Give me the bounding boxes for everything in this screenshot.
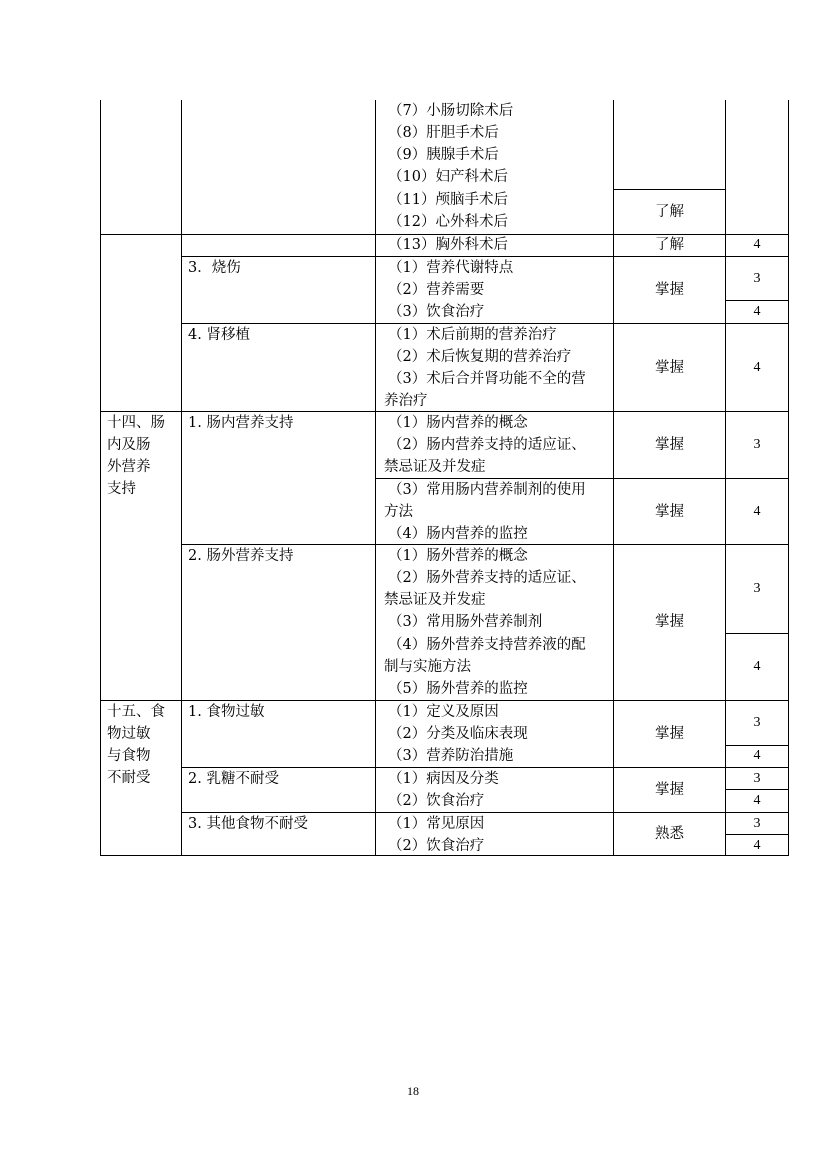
section-title-line: 不耐受 xyxy=(107,770,151,786)
content-line: （1）病因及分类 xyxy=(388,771,499,787)
content-line: 方法 xyxy=(384,504,413,520)
content-line: （7）小肠切除术后 xyxy=(388,103,514,119)
content-line: （4）肠内营养的监控 xyxy=(388,526,528,542)
content-line: （8）肝胆手术后 xyxy=(388,125,499,141)
section-title-line: 支持 xyxy=(107,481,136,497)
page-number: 18 xyxy=(407,1084,419,1098)
count-cell: 4 xyxy=(753,659,761,674)
content-line: （2）饮食治疗 xyxy=(388,838,485,854)
content-line: （5）肠外营养的监控 xyxy=(388,681,528,697)
count-cell: 4 xyxy=(753,237,761,252)
content-line: （2）饮食治疗 xyxy=(388,793,485,809)
content-line: （2）分类及临床表现 xyxy=(388,726,528,742)
level-cell: 掌握 xyxy=(655,782,684,798)
count-cell: 3 xyxy=(753,581,761,596)
level-cell: 掌握 xyxy=(655,504,684,520)
level-cell: 熟悉 xyxy=(655,826,684,842)
content-line: 养治疗 xyxy=(384,393,428,409)
topic-cell: 4. 肾移植 xyxy=(188,327,250,343)
content-line: 禁忌证及并发症 xyxy=(384,592,486,608)
content-line: （1）定义及原因 xyxy=(388,704,499,720)
section-title-line: 物过敏 xyxy=(107,726,151,742)
topic-cell: 1. 肠内营养支持 xyxy=(188,415,294,431)
topic-cell: 1. 食物过敏 xyxy=(188,704,265,720)
content-line: （10）妇产科术后 xyxy=(388,169,508,185)
content-line: （9）胰腺手术后 xyxy=(388,147,499,163)
content-line: （4）肠外营养支持营养液的配 xyxy=(388,637,586,653)
content-line: （3）术后合并肾功能不全的营 xyxy=(388,371,586,387)
level-cell: 掌握 xyxy=(655,437,684,453)
section-title-line: 外营养 xyxy=(107,459,151,475)
count-cell: 4 xyxy=(753,304,761,319)
content-line: （1）肠外营养的概念 xyxy=(388,548,528,564)
count-cell: 3 xyxy=(753,271,761,286)
content-line: （13）胸外科术后 xyxy=(388,237,508,253)
count-cell: 4 xyxy=(753,793,761,808)
content-line: （2）肠内营养支持的适应证、 xyxy=(388,437,586,453)
level-cell: 掌握 xyxy=(655,726,684,742)
count-cell: 3 xyxy=(753,771,761,786)
content-line: （3）饮食治疗 xyxy=(388,304,485,320)
topic-cell: 2. 乳糖不耐受 xyxy=(188,771,279,787)
section-title-line: 内及肠 xyxy=(107,437,151,453)
content-line: 制与实施方法 xyxy=(384,659,471,675)
content-line: （1）营养代谢特点 xyxy=(388,260,514,276)
content-line: （2）术后恢复期的营养治疗 xyxy=(388,349,572,365)
content-line: （12）心外科术后 xyxy=(388,214,508,230)
content-line: （1）肠内营养的概念 xyxy=(388,415,528,431)
content-line: （3）营养防治措施 xyxy=(388,748,514,764)
content-line: （1）常见原因 xyxy=(388,816,485,832)
count-cell: 4 xyxy=(753,748,761,763)
count-cell: 4 xyxy=(753,360,761,375)
section-title-line: 十五、食 xyxy=(107,704,165,720)
level-cell: 掌握 xyxy=(655,614,684,630)
topic-cell: 3．烧伤 xyxy=(188,260,241,276)
count-cell: 4 xyxy=(753,838,761,853)
level-cell: 掌握 xyxy=(655,360,684,376)
section-title-line: 十四、肠 xyxy=(107,415,165,431)
count-cell: 3 xyxy=(753,816,761,831)
topic-cell: 3. 其他食物不耐受 xyxy=(188,816,308,832)
section-title-line: 与食物 xyxy=(107,748,151,764)
count-cell: 4 xyxy=(753,504,761,519)
content-line: （2）营养需要 xyxy=(388,282,485,298)
level-cell: 了解 xyxy=(655,237,684,253)
level-cell: 了解 xyxy=(655,204,684,220)
content-line: 禁忌证及并发症 xyxy=(384,459,486,475)
content-line: （2）肠外营养支持的适应证、 xyxy=(388,570,586,586)
content-line: （11）颅脑手术后 xyxy=(388,192,508,208)
content-line: （1）术后前期的营养治疗 xyxy=(388,327,557,343)
content-line: （3）常用肠外营养制剂 xyxy=(388,614,543,630)
topic-cell: 2. 肠外营养支持 xyxy=(188,548,294,564)
count-cell: 3 xyxy=(753,437,761,452)
content-line: （3）常用肠内营养制剂的使用 xyxy=(388,482,586,498)
count-cell: 3 xyxy=(753,715,761,730)
level-cell: 掌握 xyxy=(655,282,684,298)
